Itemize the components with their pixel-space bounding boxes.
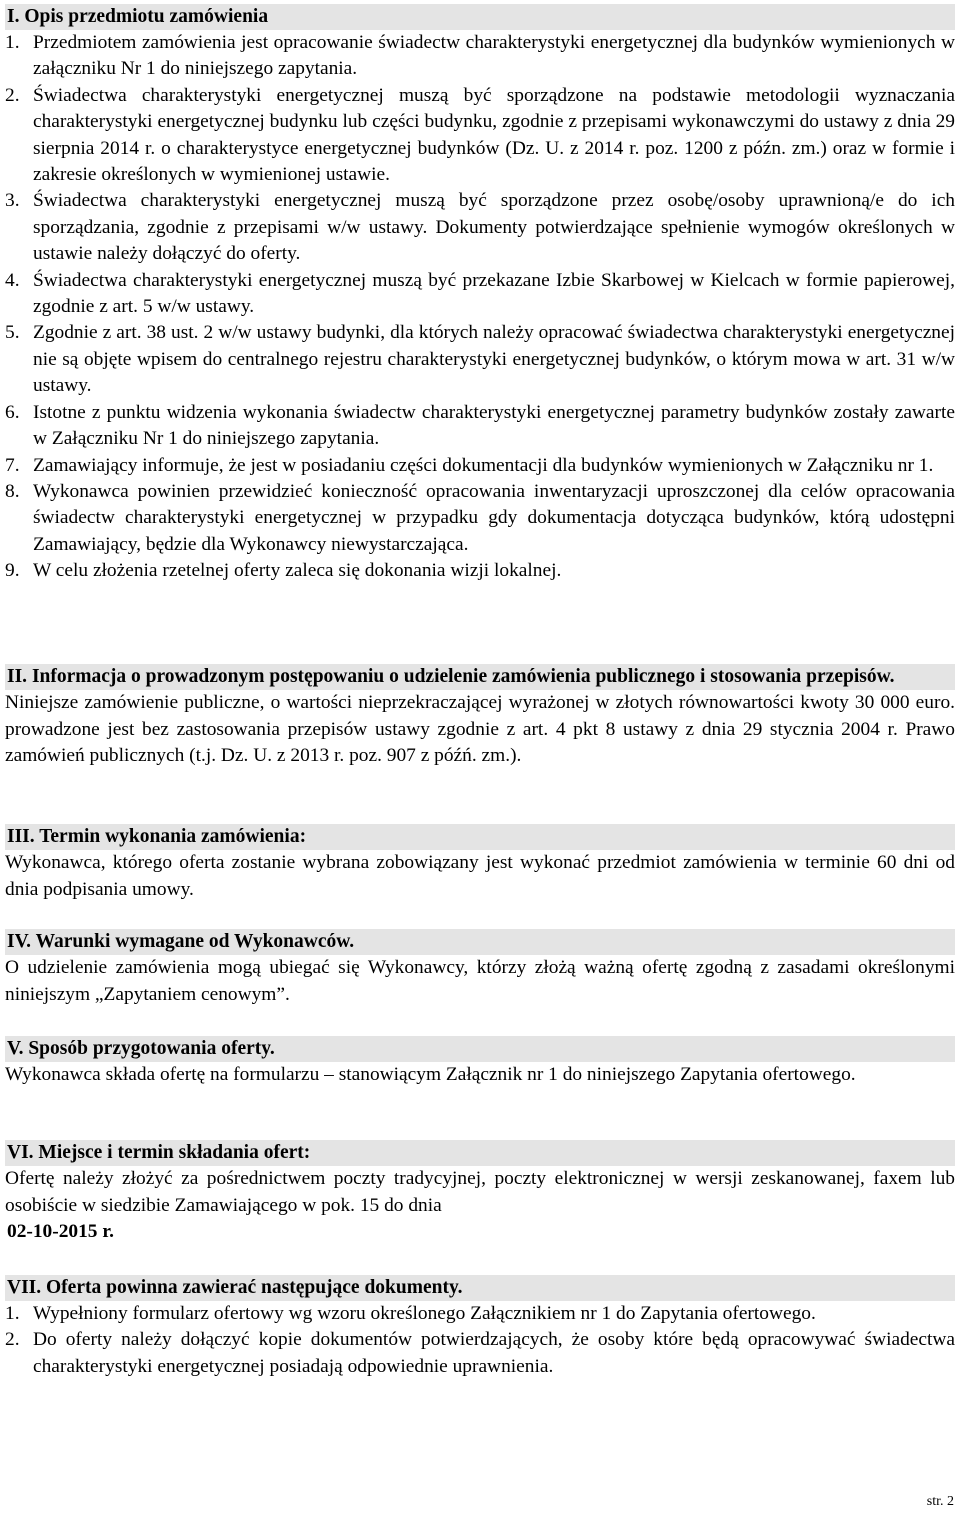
section-6 <box>5 1140 955 1246</box>
page-number: str. 2 <box>926 1494 954 1509</box>
section-1 <box>5 4 955 585</box>
section-2 <box>5 664 955 770</box>
list-item: 2. Świadectwa charakterystyki energetycznej muszą być sporządzone na podstawie metodologii wyznaczania charakterystyki energetycznej budynku lub części budynku, zgodnie z przepisami wykonawczymi do ustawy z dnia 29 sierpnia 2014 r. o charakterystyce energetycznej budynków (Dz. U. z 2014 r. poz. 1200 z późn. zm.) oraz w formie i zakresie określonych w wymienionej ustawie. <box>5 84 955 186</box>
section-2-title: II. Informacja o prowadzonym postępowaniu o udzielenie zamówienia publicznego i stosowania przepisów. <box>5 664 955 690</box>
list-item: 3. Świadectwa charakterystyki energetycznej muszą być sporządzone przez osobę/osoby uprawnioną/e do ich sporządzania, zgodnie z przepisami w/w ustawy. Dokumenty potwierdzające spełnienie wymogów określonych w ustawie należy dołączyć do oferty. <box>5 190 955 265</box>
section-4-text: O udzielenie zamówienia mogą ubiegać się Wykonawcy, którzy złożą ważną ofertę zgodną z zasadami określonymi niniejszym „Zapytaniem cenowym”. <box>5 957 955 1005</box>
section-5 <box>5 1036 955 1089</box>
list-item: 2. Do oferty należy dołączyć kopie dokumentów potwierdzających, że osoby które będą opracowywać świadectwa charakterystyki energetycznej posiadają odpowiednie uprawnienia. <box>5 1329 955 1377</box>
section-7-list <box>5 1301 955 1380</box>
list-item: 5. Zgodnie z art. 38 ust. 2 w/w ustawy budynki, dla których należy opracować świadectwa charakterystyki energetycznej nie są objęte wpisem do centralnego rejestru charakterystyki energetycznej budynków, o którym mowa w art. 31 w/w ustawy. <box>5 322 955 397</box>
section-1-title: I. Opis przedmiotu zamówienia <box>5 4 955 30</box>
section-5-text: Wykonawca składa ofertę na formularzu – stanowiącym Załącznik nr 1 do niniejszego Zapytania ofertowego. <box>5 1064 856 1085</box>
section-4 <box>5 929 955 1008</box>
list-item: 1. Przedmiotem zamówienia jest opracowanie świadectw charakterystyki energetycznej dla budynków wymienionych w załączniku Nr 1 do niniejszego zapytania. <box>5 32 955 80</box>
list-item: 6. Istotne z punktu widzenia wykonania świadectw charakterystyki energetycznej parametry budynków zostały zawarte w Załączniku Nr 1 do niniejszego zapytania. <box>5 401 955 450</box>
list-item: 4. Świadectwa charakterystyki energetycznej muszą być przekazane Izbie Skarbowej w Kielcach w formie papierowej, zgodnie z art. 5 w/w ustawy. <box>5 269 955 318</box>
section-3 <box>5 824 955 903</box>
section-3-title: III. Termin wykonania zamówienia: <box>5 824 955 850</box>
section-5-title: V. Sposób przygotowania oferty. <box>5 1036 955 1062</box>
section-3-text: Wykonawca, którego oferta zostanie wybrana zobowiązany jest wykonać przedmiot zamówienia w terminie 60 dni od dnia podpisania umowy. <box>5 852 955 900</box>
list-item: 7. Zamawiający informuje, że jest w posiadaniu części dokumentacji dla budynków wymienionych w Załączniku nr 1. <box>5 454 934 476</box>
section-7-title: VII. Oferta powinna zawierać następujące dokumenty. <box>5 1275 955 1301</box>
section-7 <box>5 1275 955 1380</box>
section-6-text: Ofertę należy złożyć za pośrednictwem poczty tradycyjnej, poczty elektronicznej w wersji zeskanowanej, faxem lub osobiście w siedzibie Zamawiającego w pok. 15 do dnia <box>5 1168 955 1216</box>
section-1-list <box>5 30 955 585</box>
list-item: 1. Wypełniony formularz ofertowy wg wzoru określonego Załącznikiem nr 1 do Zapytania ofertowego. <box>5 1303 816 1324</box>
list-item: 8. Wykonawca powinien przewidzieć konieczność opracowania inwentaryzacji uproszczonej dla celów opracowania świadectw charakterystyki energetycznej w przypadku gdy dokumentacja dotycząca budynków, którą udostępni Zamawiający, będzie dla Wykonawcy niewystarczająca. <box>5 480 955 555</box>
deadline-date: 02-10-2015 r. <box>7 1221 114 1242</box>
section-4-title: IV. Warunki wymagane od Wykonawców. <box>5 929 955 955</box>
list-item: 9. W celu złożenia rzetelnej oferty zaleca się dokonania wizji lokalnej. <box>5 560 562 582</box>
section-2-text: Niniejsze zamówienie publiczne, o wartości nieprzekraczającej wyrażonej w złotych równowartości kwoty 30 000 euro. prowadzone jest bez zastosowania przepisów ustawy zgodnie z art. 4 pkt 8 ustawy z dnia 29 stycznia 2004 r. Prawo zamówień publicznych (t.j. Dz. U. z 2013 r. poz. 907 z późń. zm.). <box>5 692 955 766</box>
section-6-title: VI. Miejsce i termin składania ofert: <box>5 1140 955 1166</box>
